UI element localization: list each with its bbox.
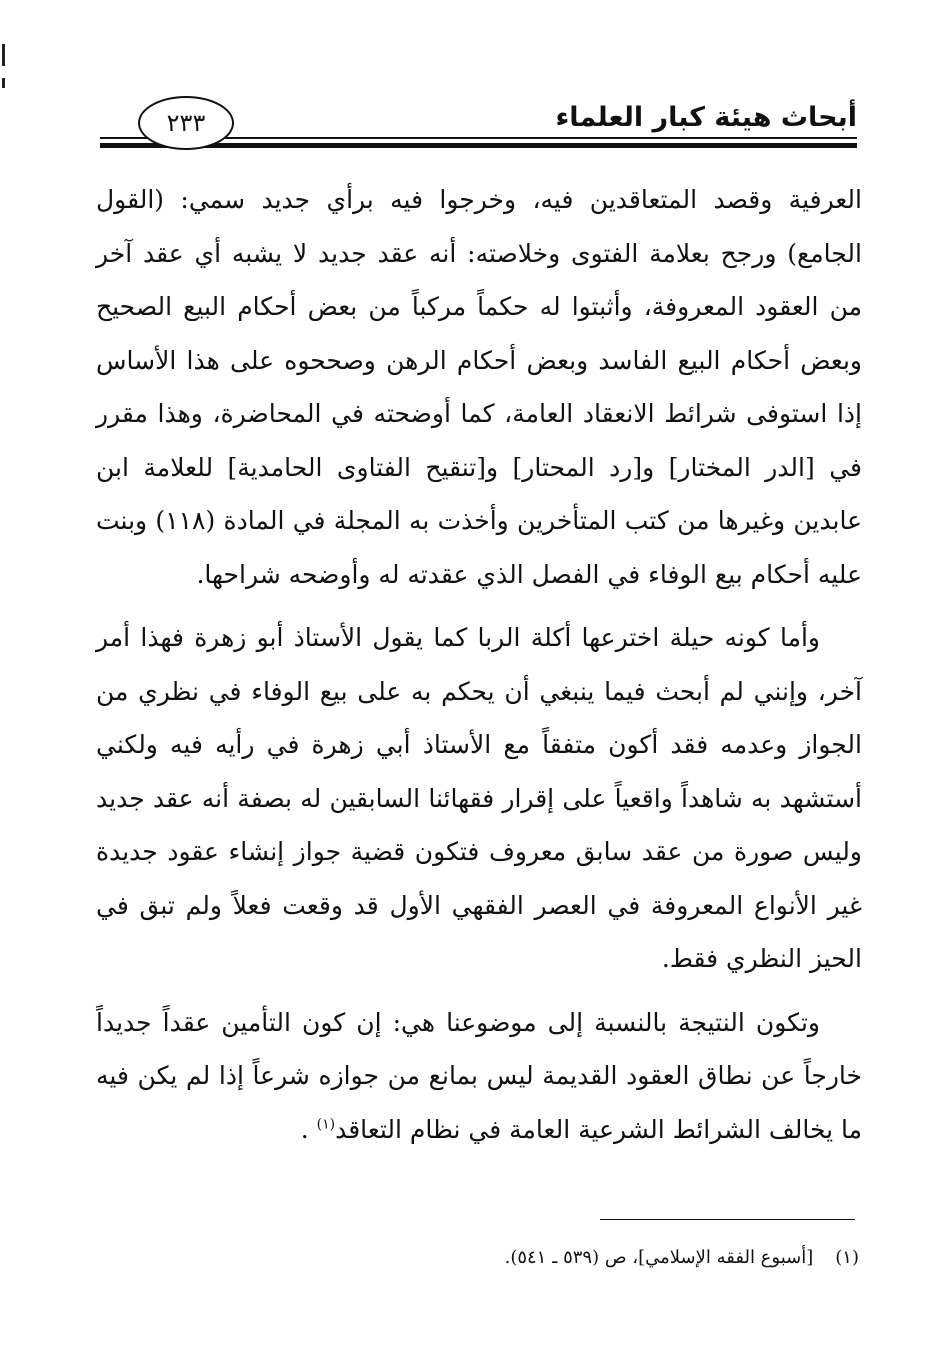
page-number-oval (138, 96, 234, 150)
paragraph-3 (96, 996, 862, 1157)
footnote-text: [أسبوع الفقه الإسلامي]، ص (٥٣٩ ـ ٥٤١). (504, 1247, 814, 1268)
paragraph-text: وتكون النتيجة بالنسبة إلى موضوعنا هي: إن كون التأمين عقداً جديداً خارجاً عن نطاق العقود القديمة ليس بمانع من جوازه شرعاً إذا لم يكن فيه ما يخالف الشرائط الشرعية العامة في نظام التعاقد (96, 1007, 862, 1144)
page-body (96, 173, 862, 1156)
book-title: أبحاث هيئة كبار العلماء (555, 102, 857, 133)
page-header (100, 96, 857, 156)
footnote-separator (600, 1219, 855, 1220)
footnote-number: (١) (835, 1247, 859, 1268)
page-number: ٢٣٣ (166, 109, 206, 137)
scan-mark (2, 78, 5, 88)
footnote-reference[interactable]: (١) (316, 1116, 336, 1133)
paragraph-tail: . (300, 1114, 317, 1144)
paragraph-2 (96, 611, 862, 986)
scan-mark (2, 44, 5, 66)
footnote-1 (505, 1247, 859, 1268)
paragraph-text: العرفية وقصد المتعاقدين فيه، وخرجوا فيه برأي جديد سمي: (القول الجامع) ورجح بعلامة الفتوى وخلاصته: أنه عقد جديد لا يشبه أي عقد آخر من العقود المعروفة، وأثبتوا له حكماً مركباً من بعض أحكام البيع الصحيح وبعض أحكام البيع الفاسد وبعض أحكام الرهن وصححوه على هذا الأساس إذا استوفى شرائط الانعقاد العامة، كما أوضحته في المحاضرة، وهذا مقرر في [الدر المختار] و[رد المحتار] و[تنقيح الفتاوى الحامدية] للعلامة ابن عابدين وغيرها من كتب المتأخرين وأخذت به المجلة في المادة (١١٨) وبنت عليه أحكام بيع الوفاء في الفصل الذي عقدته له وأوضحه شراحها. (96, 185, 862, 589)
paragraph-1 (96, 173, 862, 601)
paragraph-text: وأما كونه حيلة اخترعها أكلة الربا كما يقول الأستاذ أبو زهرة فهذا أمر آخر، وإنني لم أبحث فيما ينبغي أن يحكم به على بيع الوفاء في نظري من الجواز وعدمه فقد أكون متفقاً مع الأستاذ أبي زهرة في رأيه فيه ولكني أستشهد به شاهداً واقعياً على إقرار فقهائنا السابقين له بصفة أنه عقد جديد وليس صورة من عقد سابق معروف فتكون قضية جواز إنشاء عقود جديدة غير الأنواع المعروفة في العصر الفقهي الأول قد وقعت فعلاً ولم تبق في الحيز النظري فقط. (96, 623, 862, 973)
